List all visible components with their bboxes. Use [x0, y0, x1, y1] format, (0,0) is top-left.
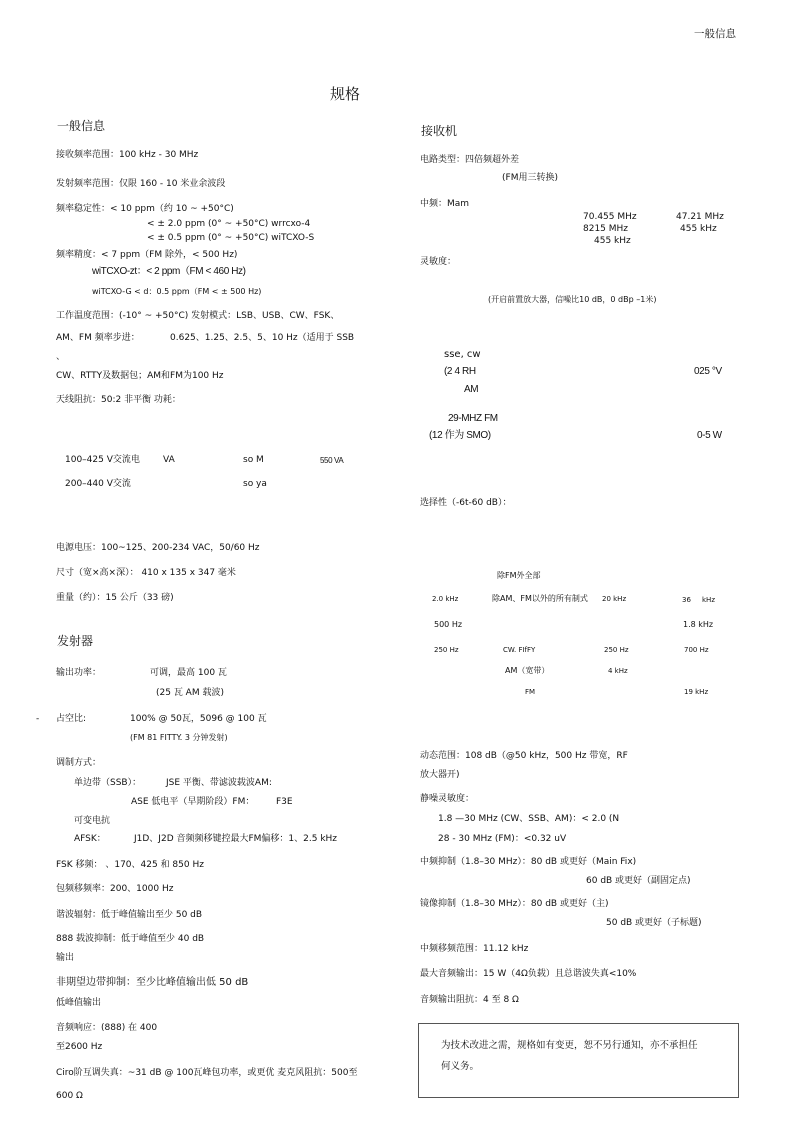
harmonic-emission-line: 谐波辐射：低于峰值输出至少 50 dB [56, 910, 203, 920]
selectivity-r3-c4: 700 Hz [684, 646, 709, 654]
output-power-value: 可调，最高 100 瓦 [150, 668, 227, 678]
selectivity-label: 选择性（-6t-60 dB）： [420, 498, 512, 508]
image-rejection-sub: 50 dB 或更好（子标题) [606, 918, 702, 928]
dash-mark: 、 [56, 352, 66, 362]
dynamic-range-line: 动态范围：108 dB（@50 kHz，500 Hz 带宽，RF [420, 751, 628, 761]
accuracy-tcxo-line: wiTCXO-zt：< 2 ppm（FM < 460 Hz) [92, 266, 246, 277]
if-shift-line: 中频移频范围：11.12 kHz [420, 944, 529, 954]
power-row-2-value: so ya [243, 479, 267, 489]
stability-line: 频率稳定性：< 10 ppm（约 10 ~ +50°C) [56, 204, 234, 214]
mic-impedance-cont: 600 Ω [56, 1091, 83, 1101]
squelch-hf-line: 1.8 —30 MHz (CW、SSB、AM)：< 2.0 (N [438, 814, 620, 824]
page-title: 规格 [330, 85, 361, 103]
if-second-a: 8215 MHz [583, 224, 629, 234]
stability-tcxo5-line: < ± 0.5 ppm (0° ~ +50°C) wiTCXO-S [147, 233, 315, 243]
accuracy-tcxo-g-line: wiTCXO-G < d：0.5 ppm（FM < ± 500 Hz) [92, 287, 262, 296]
weight-line: 重量（约）：15 公斤（33 磅) [56, 593, 174, 603]
dynamic-range-cont: 放大器开) [420, 770, 460, 780]
step-values: 0.625、1.25、2.5、5、10 Hz（适用于 SSB [170, 333, 355, 343]
audio-output-line: 最大音频输出：15 W（4Ω负载）且总谐波失真<10% [420, 969, 637, 979]
sensitivity-value-1: 025 °V [694, 366, 722, 377]
stability-tcxo4-line: < ± 2.0 ppm (0° ~ +50°C) wrrcxo-4 [147, 219, 311, 229]
output-power-label: 输出功率： [56, 668, 102, 678]
notice-line-1: 为技术改进之需，规格如有变更，恕不另行通知，亦不承担任 [441, 1040, 698, 1051]
if-rejection-sub: 60 dB 或更好（副固定点) [586, 876, 691, 886]
circuit-type-fm: (FM用三转换) [502, 173, 558, 183]
sensitivity-ssb-cw: sse, cw [444, 349, 481, 360]
if-second-b: 455 kHz [680, 224, 717, 234]
if-first-b: 47.21 MHz [676, 212, 724, 222]
power-row-1-unit: VA [163, 455, 175, 465]
if-first-a: 70.455 MHz [583, 212, 637, 222]
running-header: 一般信息 [694, 28, 736, 40]
bullet-mark: - [36, 714, 40, 724]
selectivity-r1-c1: 2.0 kHz [432, 595, 459, 603]
modes-step-label: AM、FM 频率步进： [56, 333, 140, 343]
sensitivity-conditions: (开启前置放大器，信噪比10 dB，0 dBp –1米) [488, 295, 657, 304]
step-continued-line: CW、RTTY及数据包；AM和FM为100 Hz [56, 371, 224, 381]
accuracy-line: 频率精度：< 7 ppm（FM 除外，< 500 Hz) [56, 250, 238, 260]
modulation-fm-value: F3E [276, 797, 293, 807]
sensitivity-value-2: 0-5 W [697, 430, 722, 441]
duty-cycle-fm: (FM 81 FITTY. 3 分钟发射) [130, 733, 228, 742]
output-power-am: (25 瓦 AM 载波) [156, 688, 224, 698]
modulation-am-value: ASE 低电平（早期阶段）FM： [131, 797, 255, 807]
selectivity-r5-c2: FM [525, 688, 536, 696]
afsk-value: J1D、J2D 音频频移键控最大FM偏移：1、2.5 kHz [134, 834, 338, 844]
selectivity-r1-c2: 除AM、FM以外的所有制式 [492, 594, 588, 603]
carrier-suppression-line: 888 载波抑制：低于峰值至少 40 dB [56, 934, 205, 944]
modulation-ssb-label: 单边带（SSB）： [74, 778, 142, 788]
antenna-power-line: 天线阻抗：50:2 非平衡 功耗： [56, 395, 181, 405]
if-third-a: 455 kHz [594, 236, 631, 246]
packet-shift-line: 包频移频率：200、1000 Hz [56, 884, 174, 894]
circuit-type-line: 电路类型：四倍频超外差 [420, 155, 520, 165]
audio-impedance-line: 音频输出阻抗：4 至 8 Ω [420, 995, 519, 1005]
power-row-2-voltage: 200–440 V交流 [65, 479, 131, 489]
selectivity-r1-c4: 36 [682, 596, 691, 604]
variable-reactance: 可变电抗 [74, 816, 111, 826]
fsk-shift-line: FSK 移频： 、170、425 和 850 Hz [56, 860, 204, 870]
sensitivity-fm-range: (12 作为 SMO) [429, 430, 491, 441]
power-row-1-va: 550 VA [320, 456, 344, 465]
selectivity-r3-c2: CW. FIfFY [503, 646, 536, 654]
selectivity-r3-c1: 250 Hz [434, 646, 459, 654]
modulation-ssb-value: JSE 平衡、带滤波载波AM: [166, 778, 272, 788]
selectivity-r4-c3: 4 kHz [608, 667, 628, 675]
if-rejection-line: 中频抑制（1.8–30 MHz）：80 dB 或更好（Main Fix) [420, 857, 637, 867]
section-heading-receiver: 接收机 [421, 124, 458, 138]
section-heading-general: 一般信息 [57, 119, 106, 133]
power-row-1-voltage: 100–425 V交流电 [65, 455, 140, 465]
sensitivity-am: AM [464, 384, 479, 395]
sensitivity-label: 灵敏度： [420, 257, 457, 267]
sensitivity-fm: 29-MHZ FM [448, 413, 498, 424]
sideband-suppression-line: 非期望边带抑制：至少比峰值输出低 50 dB [56, 977, 249, 988]
image-rejection-line: 镜像抑制（1.8–30 MHz）：80 dB 或更好（主) [420, 899, 609, 909]
sensitivity-range: (2 4 RH [444, 366, 476, 377]
supply-voltage-line: 电源电压：100~125、200-234 VAC，50/60 Hz [56, 543, 260, 553]
selectivity-r4-c2: AM（宽带） [505, 666, 550, 675]
duty-cycle-label: 占空比: [56, 714, 87, 724]
temperature-modes-line: 工作温度范围：(-10° ~ +50°C) 发射模式：LSB、USB、CW、FSK、 [56, 311, 340, 321]
selectivity-r1-c5: kHz [702, 596, 715, 604]
audio-response-cont: 至2600 Hz [56, 1042, 103, 1052]
rx-range-line: 接收频率范围：100 kHz - 30 MHz [56, 150, 199, 160]
sideband-suppression-cont: 低峰值输出 [56, 998, 102, 1008]
section-heading-transmitter: 发射器 [57, 634, 94, 648]
selectivity-r1-c3: 20 kHz [602, 595, 627, 603]
selectivity-r2-c4: 1.8 kHz [683, 620, 714, 629]
if-label: 中频：Mam [420, 199, 470, 209]
power-row-1-value: so M [243, 455, 264, 465]
duty-cycle-value: 100% @ 50瓦，5096 @ 100 瓦 [130, 714, 267, 724]
carrier-suppression-cont: 输出 [56, 953, 75, 963]
dimensions-line: 尺寸（宽×高×深）： 410 x 135 x 347 毫米 [56, 568, 236, 578]
tx-range-line: 发射频率范围：仅限 160 - 10 米业余波段 [56, 179, 226, 189]
imd-mic-line: Ciro阶互调失真：~31 dB @ 100瓦峰包功率，或更优 麦克风阻抗：500至 [56, 1068, 358, 1078]
squelch-label: 静噪灵敏度： [420, 794, 475, 804]
modulation-label: 调制方式： [56, 758, 102, 768]
afsk-label: AFSK： [74, 834, 106, 844]
notice-line-2: 何义务。 [441, 1061, 480, 1072]
notice-box [418, 1023, 739, 1098]
selectivity-r3-c3: 250 Hz [604, 646, 629, 654]
audio-response-line: 音频响应：(888) 在 400 [56, 1023, 158, 1033]
squelch-fm-line: 28 - 30 MHz (FM)：<0.32 uV [438, 834, 567, 844]
selectivity-header: 除FM外全部 [497, 571, 541, 580]
selectivity-r5-c4: 19 kHz [684, 688, 709, 696]
selectivity-r2-c1: 500 Hz [434, 620, 463, 629]
